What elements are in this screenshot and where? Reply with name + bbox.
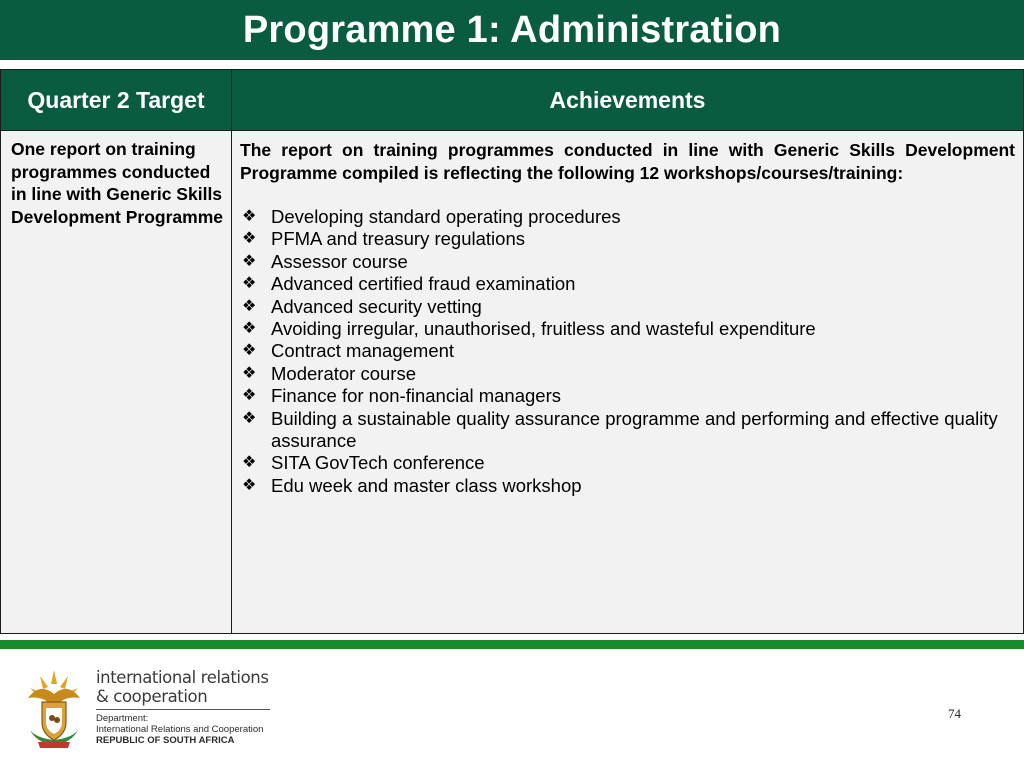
list-item	[240, 452, 1015, 474]
list-item-text: Assessor course	[271, 250, 408, 272]
diamond-bullet-icon: ❖	[242, 476, 257, 494]
list-item	[240, 475, 1015, 497]
header-achievements: Achievements	[232, 70, 1024, 131]
diamond-bullet-icon: ❖	[242, 364, 257, 382]
list-item	[240, 206, 1015, 228]
list-item	[240, 318, 1015, 340]
achievements-intro: The report on training programmes conducted in line with Generic Skills Development Programme compiled is reflecting the following 12 workshops/courses/training:	[240, 140, 1015, 183]
list-item-text: Developing standard operating procedures	[271, 206, 621, 227]
list-item-text: Advanced security vetting	[271, 295, 482, 317]
list-item	[240, 296, 1015, 318]
slide-title: Programme 1: Administration	[242, 8, 782, 51]
targets-table	[0, 69, 1024, 634]
page-number: 74	[948, 706, 961, 721]
list-item	[240, 340, 1015, 362]
list-item	[240, 251, 1015, 273]
dept-name: International Relations and Cooperation	[96, 724, 264, 735]
country-name: REPUBLIC OF SOUTH AFRICA	[96, 735, 235, 746]
list-item-text: Moderator course	[271, 362, 416, 384]
title-bar	[0, 0, 1024, 60]
dept-label: Department:	[96, 713, 149, 724]
list-item-text: Building a sustainable quality assurance programme and performing and effective quality assurance	[271, 407, 998, 452]
list-item-text: Contract management	[271, 340, 455, 362]
brand-name-line1: international relations	[96, 668, 269, 687]
diamond-bullet-icon: ❖	[242, 387, 257, 405]
diamond-bullet-icon: ❖	[242, 454, 257, 472]
diamond-bullet-icon: ❖	[242, 275, 257, 293]
list-item-text: Advanced certified fraud examination	[271, 273, 576, 295]
green-divider	[0, 640, 1024, 649]
table-row	[1, 131, 1024, 634]
list-item-text: Finance for non-financial managers	[271, 385, 561, 407]
list-item	[240, 273, 1015, 295]
diamond-bullet-icon: ❖	[242, 230, 257, 248]
diamond-bullet-icon: ❖	[242, 409, 257, 427]
diamond-bullet-icon: ❖	[242, 297, 257, 315]
brand-rule	[96, 709, 270, 710]
coat-of-arms-icon	[22, 668, 86, 750]
achievements-list	[240, 206, 1015, 497]
list-item	[240, 385, 1015, 407]
brand-name-line2: & cooperation	[96, 687, 208, 706]
list-item	[240, 363, 1015, 385]
diamond-bullet-icon: ❖	[242, 342, 257, 360]
list-item-text: Avoiding irregular, unauthorised, fruitless and wasteful expenditure	[271, 318, 816, 340]
diamond-bullet-icon: ❖	[242, 320, 257, 338]
list-item	[240, 228, 1015, 250]
achievements-cell	[232, 131, 1024, 634]
diamond-bullet-icon: ❖	[242, 208, 257, 225]
header-quarter-target: Quarter 2 Target	[1, 70, 232, 131]
target-cell: One report on training programmes conducted in line with Generic Skills Development Programme	[1, 131, 232, 634]
list-item	[240, 408, 1015, 453]
list-item-text: Edu week and master class workshop	[271, 474, 582, 496]
list-item-text: SITA GovTech conference	[271, 452, 485, 474]
dirco-logo	[22, 668, 272, 752]
table-header-row	[1, 70, 1024, 131]
list-item-text: PFMA and treasury regulations	[271, 228, 525, 250]
title-stripe	[0, 60, 1024, 63]
diamond-bullet-icon: ❖	[242, 252, 257, 270]
